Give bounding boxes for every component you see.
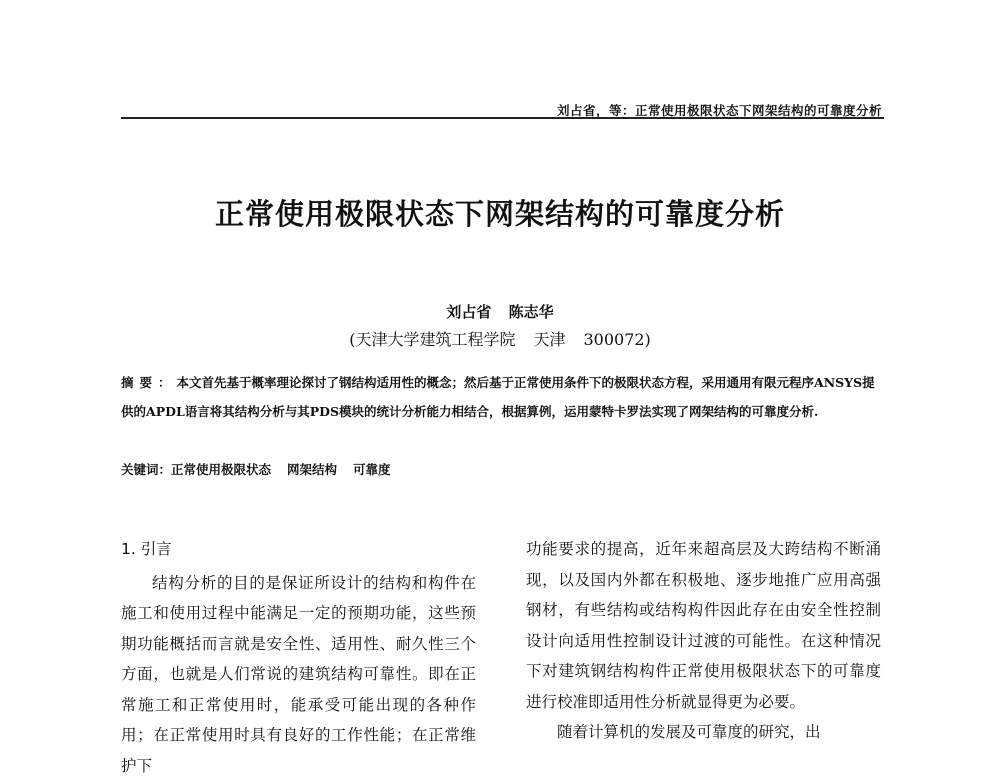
body-column-left: [121, 534, 476, 781]
keywords: [121, 460, 881, 478]
header-rule: [121, 117, 884, 119]
affiliation: [0, 327, 1000, 350]
keyword: 正常使用极限状态: [171, 462, 271, 477]
abstract-text: 本文首先基于概率理论探讨了钢结构适用性的概念；然后基于正常使用条件下的极限状态方程，采用通用有限元程序ANSYS提供的APDL语言将其结构分析与其PDS模块的统计分析能力相结合，根据算例，运用蒙特卡罗法实现了网架结构的可靠度分析.: [121, 375, 875, 419]
body-paragraph-continued: 功能要求的提高，近年来超高层及大跨结构不断涌现，以及国内外都在积极地、逐步地推广应用高强钢材，有些结构或结构构件因此存在由安全性控制设计向适用性控制设计过渡的可能性。在这种情况下对建筑钢结构构件正常使用极限状态下的可靠度进行校准即适用性分析就显得更为必要。: [526, 534, 881, 717]
affiliation-city: 天津: [533, 330, 565, 349]
body-column-right: [526, 534, 881, 748]
author-name: 刘占省: [446, 303, 491, 321]
body-paragraph: 随着计算机的发展及可靠度的研究，出: [526, 717, 881, 748]
affiliation-institution: (天津大学建筑工程学院: [349, 330, 515, 349]
paper-title: 正常使用极限状态下网架结构的可靠度分析: [0, 192, 1000, 233]
author-list: [0, 301, 1000, 322]
body-paragraph: 结构分析的目的是保证所设计的结构和构件在施工和使用过程中能满足一定的预期功能，这些预期功能概括而言就是安全性、适用性、耐久性三个方面，也就是人们常说的建筑结构可靠性。即在正常施工和正常使用时，能承受可能出现的各种作用；在正常使用时具有良好的工作性能；在正常维护下: [121, 568, 476, 781]
author-name: 陈志华: [509, 303, 554, 321]
abstract-label: 摘要：: [121, 375, 177, 390]
affiliation-postcode: 300072): [583, 330, 650, 349]
running-head: 刘占省，等：正常使用极限状态下网架结构的可靠度分析: [557, 101, 882, 119]
keyword: 网架结构: [287, 462, 337, 477]
section-heading: 1. 引言: [121, 534, 476, 565]
abstract: [121, 368, 881, 426]
keywords-label: 关键词：: [121, 462, 171, 477]
keyword: 可靠度: [353, 462, 391, 477]
